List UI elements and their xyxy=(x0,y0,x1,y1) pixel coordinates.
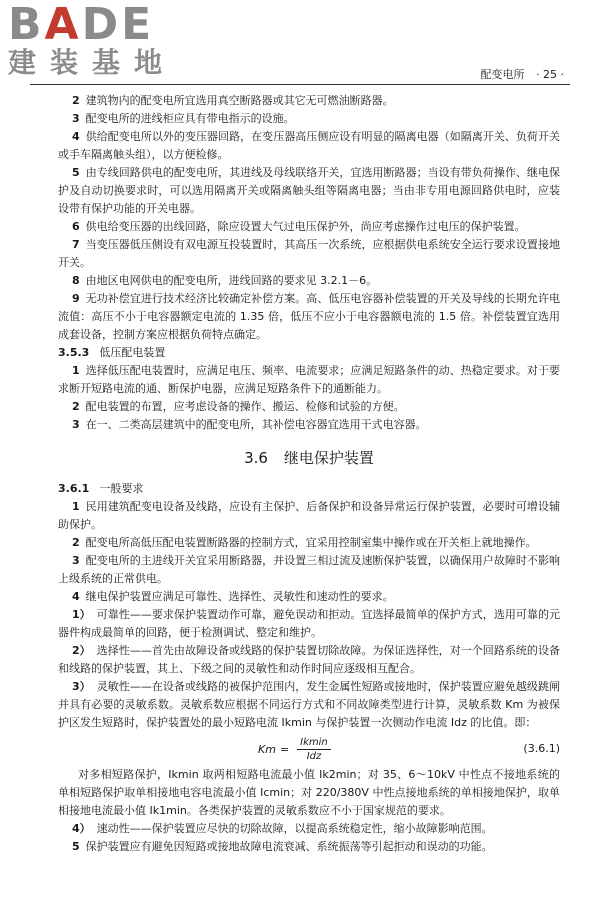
formula-denominator: Idz xyxy=(306,750,322,762)
clause-paragraph: 8 由地区电网供电的配变电所，进线回路的要求见 3.2.1－6。 xyxy=(72,274,378,287)
clause-list-3-5-2 xyxy=(58,92,560,344)
running-title: 配变电所 xyxy=(480,68,525,81)
section-title-3-6: 3.6 继电保护装置 xyxy=(244,449,374,467)
clause-paragraph: 6 供电给变压器的出线回路，除应设置大气过电压保护外，尚应考虑操作过电压的保护装置。 xyxy=(72,220,526,233)
clause-list-3-6-1 xyxy=(58,498,560,732)
header-rule xyxy=(30,84,570,85)
subsection-heading-3-5-3: 3.5.3 低压配电装置 xyxy=(58,346,166,359)
equation-number: (3.6.1) xyxy=(523,742,560,755)
running-header xyxy=(481,66,564,82)
clause-paragraph: 1 选择低压配电装置时，应满足电压、频率、电流要求；应满足短路条件的动、热稳定要求。对于要求断开短路电流的通、断保护电器，应满足短路条件下的通断能力。 xyxy=(58,364,560,395)
formula-expression xyxy=(258,734,331,764)
clause-paragraph: 对多相短路保护，Ikmin 取两相短路电流最小值 Ik2min；对 35、6～10kV 中性点不接地系统的单相短路保护取单相接地电容电流最小值 Icmin；对 220/380V 中性点接地系统的单相接地保护，取单相接地电流最小值 Ik1min。各类保护装置的灵敏系数应不小于国家规范的要求。 xyxy=(58,768,560,817)
clause-paragraph: 5 由专线回路供电的配变电所，其进线及母线联络开关，宜选用断路器；当设有带负荷操作、继电保护及自动切换要求时，可以选用隔离开关或隔离触头组等隔离电器；当由非专用电源回路供电时，应装设带有保护功能的开关电器。 xyxy=(58,166,560,215)
formula-3-6-1 xyxy=(58,734,560,764)
formula-numerator: Ikmin xyxy=(297,736,331,750)
formula-lhs: Km xyxy=(258,742,276,756)
clause-paragraph: 3） 灵敏性——在设备或线路的被保护范围内，发生金属性短路或接地时，保护装置应避免越级跳闸并具有必要的灵敏系数。灵敏系数应根据不同运行方式和不同故障类型进行计算，灵敏系数 Km 为被保护区发生短路时，保护装置处的最小短路电流 Ikmin 与保护装置一次侧动作电流 Idz 的比值。即： xyxy=(58,680,560,729)
clause-paragraph: 7 当变压器低压侧设有双电源互投装置时，其高压一次系统，应根据供电系统安全运行要求设置接地开关。 xyxy=(58,238,560,269)
clause-paragraph: 4 供给配变电所以外的变压器回路，在变压器高压侧应设有明显的隔离电器（如隔离开关、负荷开关或手车隔离触头组），以方便检修。 xyxy=(58,130,560,161)
clause-list-3-6-1-cont xyxy=(58,766,560,856)
clause-paragraph: 2 建筑物内的配变电所宜选用真空断路器或其它无可燃油断路器。 xyxy=(72,94,394,107)
clause-paragraph: 4） 速动性——保护装置应尽快的切除故障，以提高系统稳定性，缩小故障影响范围。 xyxy=(72,822,493,835)
clause-paragraph: 2 配电装置的布置，应考虑设备的操作、搬运、检修和试验的方便。 xyxy=(72,400,405,413)
clause-list-3-5-3 xyxy=(58,362,560,434)
clause-paragraph: 9 无功补偿宜进行技术经济比较确定补偿方案。高、低压电容器补偿装置的开关及导线的长期允许电流值：高压不小于电容器额定电流的 1.35 倍，低压不应小于电容器额电流的 1.5 倍。补偿装置宜选用成套设备，控制方案应根据负荷特点确定。 xyxy=(58,292,560,341)
formula-equals: = xyxy=(279,742,290,756)
clause-paragraph: 4 继电保护装置应满足可靠性、选择性、灵敏性和速动性的要求。 xyxy=(72,590,394,603)
clause-paragraph: 3 配变电所的主进线开关宜采用断路器，并设置三相过流及速断保护装置，以确保用户故障时不影响上级系统的正常供电。 xyxy=(58,554,560,585)
clause-paragraph: 5 保护装置应有避免因短路或接地故障电流衰减、系统振荡等引起拒动和误动的功能。 xyxy=(72,840,493,853)
clause-paragraph: 2 配变电所高低压配电装置断路器的控制方式，宜采用控制室集中操作或在开关柜上就地操作。 xyxy=(72,536,537,549)
bade-logo xyxy=(8,2,183,80)
subsection-heading-3-6-1: 3.6.1 一般要求 xyxy=(58,482,144,495)
page-body xyxy=(58,92,560,856)
clause-paragraph: 3 配变电所的进线柜应具有带电指示的设施。 xyxy=(72,112,295,125)
clause-paragraph: 2） 选择性——首先由故障设备或线路的保护装置切除故障。为保证选择性，对一个回路系统的设备和线路的保护装置，其上、下级之间的灵敏性和动作时间应逐级相互配合。 xyxy=(58,644,560,675)
clause-paragraph: 1 民用建筑配变电设备及线路，应设有主保护、后备保护和设备异常运行保护装置，必要时可增设辅助保护。 xyxy=(58,500,560,531)
formula-fraction xyxy=(297,736,331,763)
page-number: · 25 · xyxy=(536,68,564,81)
logo-subtitle: 建装基地 xyxy=(8,46,177,79)
logo-wordmark: BADE xyxy=(8,0,155,50)
clause-paragraph: 1） 可靠性——要求保护装置动作可靠，避免误动和拒动。宜选择最简单的保护方式，选用可靠的元器件构成最简单的回路，便于检测调试、整定和维护。 xyxy=(58,608,560,639)
clause-paragraph: 3 在一、二类高层建筑中的配变电所，其补偿电容器宜选用干式电容器。 xyxy=(72,418,427,431)
